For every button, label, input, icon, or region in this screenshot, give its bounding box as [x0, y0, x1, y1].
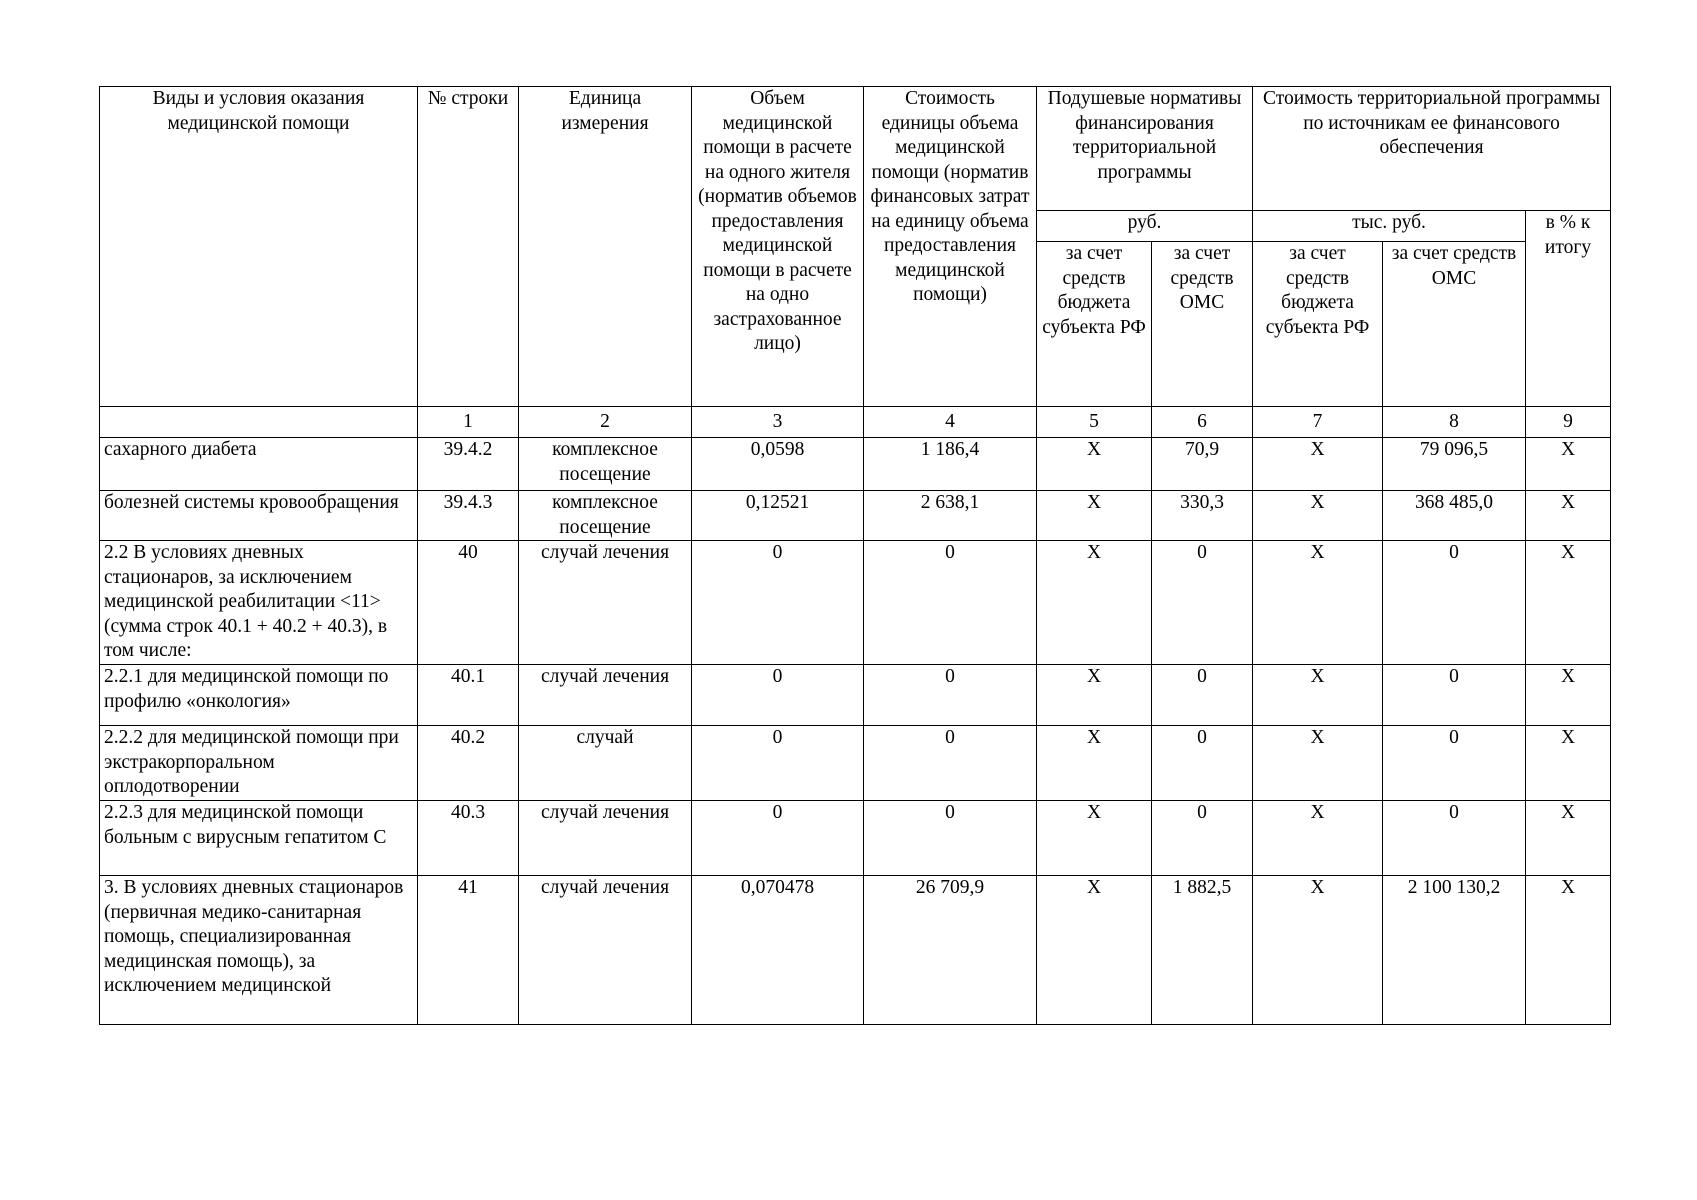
column-number: 8 — [1383, 407, 1526, 438]
column-number: 4 — [864, 407, 1037, 438]
row-oms-thous: 0 — [1383, 801, 1526, 876]
column-number: 2 — [519, 407, 692, 438]
table-row — [100, 438, 1611, 491]
row-number: 39.4.3 — [418, 491, 519, 541]
row-unit-cost: 2 638,1 — [864, 491, 1037, 541]
header-unit-cost: Стоимость единицы объема медицинской помощи (норматив финансовых затрат на единицу объема предоставления медицинской помощи) — [864, 87, 1037, 407]
row-name: 2.2.1 для медицинской помощи по профилю «онкология» — [100, 665, 418, 726]
row-unit-cost: 0 — [864, 541, 1037, 665]
header-row-1 — [100, 87, 1611, 211]
row-number: 40.3 — [418, 801, 519, 876]
row-budget-thous: Х — [1253, 726, 1383, 801]
column-number: 5 — [1037, 407, 1152, 438]
header-volume: Объем медицинской помощи в расчете на одного жителя (норматив объемов предоставления медицинской помощи в расчете на одно застрахованное лицо) — [692, 87, 864, 407]
row-percent: Х — [1526, 876, 1611, 1025]
row-volume: 0,0598 — [692, 438, 864, 491]
header-budget-rf-thous: за счет средств бюджета субъекта РФ — [1253, 242, 1383, 407]
row-unit: комплексное посещение — [519, 438, 692, 491]
row-name: 2.2 В условиях дневных стационаров, за исключением медицинской реабилитации <11> (сумма строк 40.1 + 40.2 + 40.3), в том числе: — [100, 541, 418, 665]
row-volume: 0 — [692, 801, 864, 876]
row-name: 2.2.3 для медицинской помощи больным с вирусным гепатитом С — [100, 801, 418, 876]
header-oms-rub: за счет средств ОМС — [1152, 242, 1253, 407]
header-per-capita-norms: Подушевые нормативы финансирования территориальной программы — [1037, 87, 1253, 211]
row-oms-rub: 0 — [1152, 665, 1253, 726]
row-oms-rub: 0 — [1152, 801, 1253, 876]
row-oms-thous: 368 485,0 — [1383, 491, 1526, 541]
row-number: 41 — [418, 876, 519, 1025]
table-row — [100, 876, 1611, 1025]
column-number: 6 — [1152, 407, 1253, 438]
row-unit: случай лечения — [519, 801, 692, 876]
row-name: болезней системы кровообращения — [100, 491, 418, 541]
header-rub: руб. — [1037, 211, 1253, 242]
row-budget-rub: Х — [1037, 491, 1152, 541]
table-row — [100, 541, 1611, 665]
row-volume: 0,12521 — [692, 491, 864, 541]
row-number: 40.1 — [418, 665, 519, 726]
row-budget-rub: Х — [1037, 876, 1152, 1025]
row-volume: 0 — [692, 665, 864, 726]
row-unit: случай — [519, 726, 692, 801]
row-unit-cost: 0 — [864, 801, 1037, 876]
row-unit-cost: 26 709,9 — [864, 876, 1037, 1025]
column-number: 9 — [1526, 407, 1611, 438]
row-budget-rub: Х — [1037, 801, 1152, 876]
header-percent: в % к итогу — [1526, 211, 1611, 407]
row-oms-thous: 0 — [1383, 541, 1526, 665]
row-oms-rub: 70,9 — [1152, 438, 1253, 491]
row-name: 2.2.2 для медицинской помощи при экстракорпоральном оплодотворении — [100, 726, 418, 801]
row-budget-thous: Х — [1253, 876, 1383, 1025]
row-oms-rub: 0 — [1152, 726, 1253, 801]
row-percent: Х — [1526, 491, 1611, 541]
column-number: 7 — [1253, 407, 1383, 438]
row-unit-cost: 0 — [864, 726, 1037, 801]
row-oms-rub: 330,3 — [1152, 491, 1253, 541]
row-number: 40 — [418, 541, 519, 665]
row-percent: Х — [1526, 665, 1611, 726]
row-percent: Х — [1526, 726, 1611, 801]
row-budget-thous: Х — [1253, 801, 1383, 876]
header-row-number: № строки — [418, 87, 519, 407]
row-unit: случай лечения — [519, 665, 692, 726]
row-oms-thous: 0 — [1383, 726, 1526, 801]
column-number: 1 — [418, 407, 519, 438]
row-oms-rub: 1 882,5 — [1152, 876, 1253, 1025]
row-number: 39.4.2 — [418, 438, 519, 491]
row-budget-rub: Х — [1037, 726, 1152, 801]
row-name: сахарного диабета — [100, 438, 418, 491]
header-program-cost: Стоимость территориальной программы по источникам ее финансового обеспечения — [1253, 87, 1611, 211]
row-oms-thous: 79 096,5 — [1383, 438, 1526, 491]
row-oms-rub: 0 — [1152, 541, 1253, 665]
row-volume: 0,070478 — [692, 876, 864, 1025]
row-unit: комплексное посещение — [519, 491, 692, 541]
row-name: 3. В условиях дневных стационаров (первичная медико-санитарная помощь, специализированная медицинская помощь), за исключением медицинской — [100, 876, 418, 1025]
row-unit-cost: 0 — [864, 665, 1037, 726]
row-unit: случай лечения — [519, 541, 692, 665]
table-row — [100, 491, 1611, 541]
column-number: 3 — [692, 407, 864, 438]
header-oms-thous: за счет средств ОМС — [1383, 242, 1526, 407]
row-budget-thous: Х — [1253, 438, 1383, 491]
header-thous-rub: тыс. руб. — [1253, 211, 1526, 242]
row-percent: Х — [1526, 541, 1611, 665]
row-number: 40.2 — [418, 726, 519, 801]
row-budget-rub: Х — [1037, 541, 1152, 665]
row-budget-thous: Х — [1253, 541, 1383, 665]
row-volume: 0 — [692, 726, 864, 801]
row-budget-thous: Х — [1253, 491, 1383, 541]
row-oms-thous: 2 100 130,2 — [1383, 876, 1526, 1025]
table-row — [100, 801, 1611, 876]
row-budget-thous: Х — [1253, 665, 1383, 726]
table-row — [100, 665, 1611, 726]
row-percent: Х — [1526, 438, 1611, 491]
row-unit: случай лечения — [519, 876, 692, 1025]
header-types-of-care: Виды и условия оказания медицинской помощи — [100, 87, 418, 407]
financing-table — [99, 86, 1611, 1025]
row-budget-rub: Х — [1037, 438, 1152, 491]
column-numbers-row — [100, 407, 1611, 438]
row-unit-cost: 1 186,4 — [864, 438, 1037, 491]
row-oms-thous: 0 — [1383, 665, 1526, 726]
row-budget-rub: Х — [1037, 665, 1152, 726]
row-percent: Х — [1526, 801, 1611, 876]
column-number — [100, 407, 418, 438]
header-unit: Единица измерения — [519, 87, 692, 407]
table-row — [100, 726, 1611, 801]
row-volume: 0 — [692, 541, 864, 665]
header-budget-rf-rub: за счет средств бюджета субъекта РФ — [1037, 242, 1152, 407]
